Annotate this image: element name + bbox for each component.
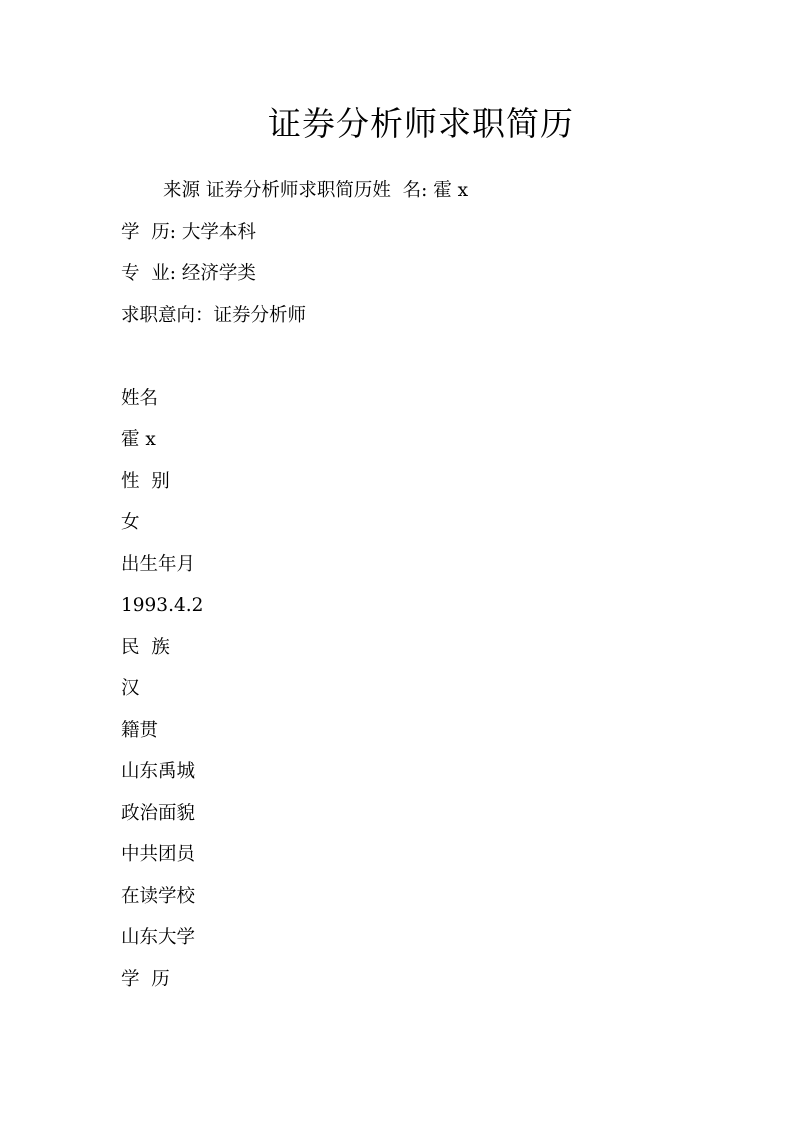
field-label-ethnicity: 民 族 bbox=[121, 636, 170, 658]
field-value-name: 霍 x bbox=[121, 429, 156, 450]
major-line: 专 业: 经济学类 bbox=[121, 263, 256, 284]
field-value-ethnicity: 汉 bbox=[121, 678, 140, 699]
field-label-school: 在读学校 bbox=[121, 885, 196, 907]
field-value-birth-date: 1993.4.2 bbox=[121, 595, 204, 616]
source-name-line: 来源 证券分析师求职简历姓 名: 霍 x bbox=[163, 180, 469, 201]
field-value-political-status: 中共团员 bbox=[121, 844, 196, 865]
field-label-birth-date: 出生年月 bbox=[121, 553, 196, 575]
field-label-gender: 性 别 bbox=[121, 470, 170, 492]
field-label-native-place: 籍贯 bbox=[121, 719, 159, 741]
resume-title: 证券分析师求职简历 bbox=[268, 104, 574, 143]
resume-body bbox=[121, 170, 721, 1000]
field-value-school: 山东大学 bbox=[121, 927, 196, 948]
education-line: 学 历: 大学本科 bbox=[121, 221, 256, 243]
field-label-education: 学 历 bbox=[121, 968, 170, 990]
job-objective-line: 求职意向：证券分析师 bbox=[121, 304, 307, 326]
field-label-name: 姓名 bbox=[121, 387, 159, 409]
field-value-gender: 女 bbox=[121, 512, 140, 533]
field-label-political-status: 政治面貌 bbox=[121, 802, 196, 824]
blank-line bbox=[121, 336, 721, 378]
field-value-native-place: 山东禹城 bbox=[121, 761, 196, 782]
